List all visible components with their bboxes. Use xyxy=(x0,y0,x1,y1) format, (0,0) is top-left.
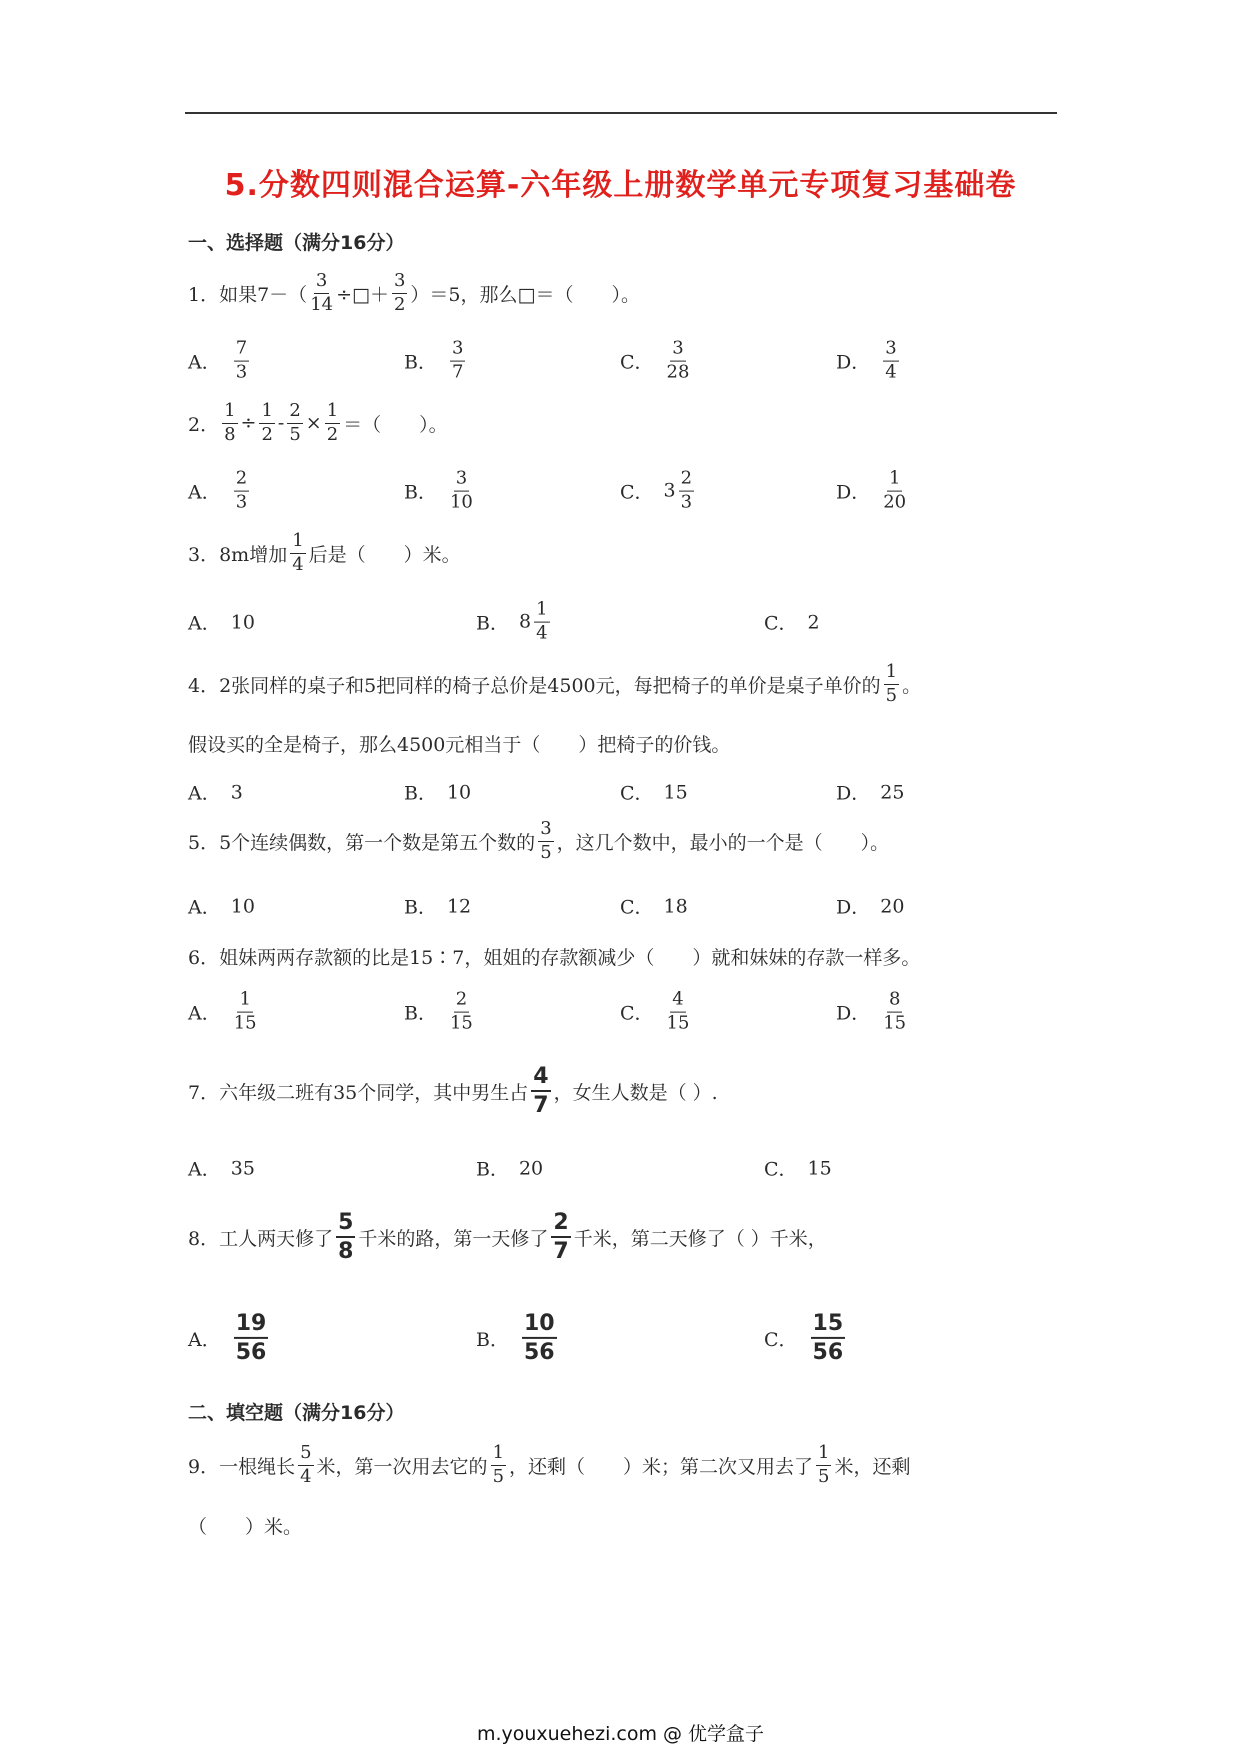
question-4-line-1 xyxy=(188,663,921,706)
numerator: 19 xyxy=(234,1312,269,1339)
q4-text-end: 。 xyxy=(902,674,922,697)
numerator: 1 xyxy=(237,991,252,1013)
option-label: B． xyxy=(404,782,437,805)
q2-text-post: ＝（ ）。 xyxy=(343,413,448,436)
denominator: 4 xyxy=(536,622,548,644)
option-mixed-number xyxy=(518,598,553,644)
denominator: 15 xyxy=(233,1012,257,1034)
option-label: D． xyxy=(836,351,871,374)
q4-option-d[interactable] xyxy=(836,779,904,806)
denominator: 56 xyxy=(235,1340,267,1365)
q8-option-c[interactable] xyxy=(764,1312,848,1364)
option-label: B． xyxy=(404,481,437,504)
denominator: 15 xyxy=(449,1012,473,1034)
question-5 xyxy=(188,820,889,863)
q8-option-a[interactable] xyxy=(188,1312,271,1364)
q1-text-mid: ÷□＋ xyxy=(336,283,389,306)
option-label: A． xyxy=(188,612,221,635)
denominator: 4 xyxy=(292,553,304,575)
denominator: 2 xyxy=(261,423,273,445)
q3-fraction xyxy=(290,532,305,575)
q6-option-d[interactable] xyxy=(836,988,909,1034)
option-label: A． xyxy=(188,481,221,504)
denominator: 56 xyxy=(812,1340,844,1365)
numerator: 5 xyxy=(298,1444,313,1466)
numerator: 1 xyxy=(887,470,902,492)
option-fraction xyxy=(679,467,694,513)
option-value: 15 xyxy=(663,781,688,803)
option-label: D． xyxy=(836,481,871,504)
question-6: 6．姐妹两两存款额的比是15∶7，姐姐的存款额减少（ ）就和妹妹的存款一样多。 xyxy=(188,947,921,969)
option-value: 35 xyxy=(230,1157,255,1179)
denominator: 7 xyxy=(553,1239,569,1265)
q9-fraction-2 xyxy=(491,1444,506,1487)
option-mixed-number xyxy=(663,467,698,513)
numerator: 2 xyxy=(287,402,302,424)
numerator: 3 xyxy=(454,470,469,492)
option-value: 3 xyxy=(230,781,243,803)
denominator: 56 xyxy=(523,1340,555,1365)
denominator: 8 xyxy=(224,423,236,445)
q1-option-d[interactable] xyxy=(836,337,902,383)
denominator: 3 xyxy=(235,361,248,383)
q8-text-mid: 千米的路，第一天修了 xyxy=(358,1227,549,1250)
q1-text-pre: 1．如果7－（ xyxy=(188,283,308,306)
numerator: 1 xyxy=(222,402,237,424)
q2-fraction-3 xyxy=(287,402,302,445)
option-fraction xyxy=(450,337,465,383)
q2-fraction-2 xyxy=(259,402,274,445)
option-label: A． xyxy=(188,782,221,805)
numerator: 15 xyxy=(811,1312,846,1339)
option-label: A． xyxy=(188,351,221,374)
numerator: 3 xyxy=(883,340,898,362)
numerator: 1 xyxy=(534,601,549,623)
q8-text-pre: 8．工人两天修了 xyxy=(188,1227,334,1250)
option-fraction xyxy=(234,1312,269,1364)
numerator: 3 xyxy=(538,820,553,842)
option-label: C． xyxy=(620,351,654,374)
q9-fraction-3 xyxy=(816,1444,831,1487)
q7-option-b[interactable] xyxy=(476,1155,543,1182)
q5-option-b[interactable] xyxy=(404,893,471,920)
q5-text-post: ，这几个数中，最小的一个是（ ）。 xyxy=(556,831,890,854)
option-label: D． xyxy=(836,896,871,919)
numerator: 1 xyxy=(290,532,305,554)
denominator: 5 xyxy=(818,1465,830,1487)
q2-option-a[interactable] xyxy=(188,467,252,513)
q5-option-a[interactable] xyxy=(188,893,255,920)
option-label: B． xyxy=(404,351,437,374)
option-label: C． xyxy=(620,481,654,504)
q6-option-b[interactable] xyxy=(404,988,476,1034)
q4-option-a[interactable] xyxy=(188,779,243,806)
denominator: 5 xyxy=(492,1465,505,1487)
numerator: 4 xyxy=(531,1065,550,1092)
q3-text-post: 后是（ ）米。 xyxy=(308,543,461,566)
option-fraction xyxy=(811,1312,846,1364)
option-label: C． xyxy=(620,896,654,919)
option-fraction xyxy=(883,467,907,513)
q1-fraction-1 xyxy=(310,272,333,315)
q4-fraction xyxy=(884,663,899,706)
option-label: B． xyxy=(476,1328,509,1351)
q1-f2-numerator: 3 xyxy=(392,272,407,294)
option-label: B． xyxy=(476,612,509,635)
denominator: 4 xyxy=(885,361,897,383)
q5-fraction xyxy=(538,820,553,863)
header-rule xyxy=(185,112,1057,114)
q7-option-c[interactable] xyxy=(764,1155,832,1182)
option-fraction xyxy=(522,1312,557,1364)
question-1 xyxy=(188,272,640,315)
q2-text-pre: 2． xyxy=(188,413,220,436)
numerator: 2 xyxy=(454,991,469,1013)
q8-text-post: 千米，第二天修了（ ）千米， xyxy=(573,1227,827,1250)
q7-option-a[interactable] xyxy=(188,1155,255,1182)
denominator: 3 xyxy=(680,491,693,513)
denominator: 2 xyxy=(326,423,339,445)
whole-part: 3 xyxy=(663,480,676,502)
question-8 xyxy=(188,1211,827,1263)
option-label: C． xyxy=(764,1158,798,1181)
option-fraction xyxy=(534,598,549,644)
q4-option-c[interactable] xyxy=(620,779,688,806)
numerator: 5 xyxy=(336,1211,355,1238)
numerator: 1 xyxy=(325,402,340,424)
numerator: 2 xyxy=(234,470,249,492)
denominator: 5 xyxy=(540,841,552,863)
option-value: 20 xyxy=(518,1157,544,1179)
q1-text-post: ）＝5，那么□＝（ ）。 xyxy=(410,283,640,306)
option-label: C． xyxy=(764,1328,798,1351)
q4-text: 4．2张同样的桌子和5把同样的椅子总价是4500元，每把椅子的单价是桌子单价的 xyxy=(188,674,881,697)
option-fraction xyxy=(234,337,249,383)
option-value: 12 xyxy=(446,895,472,917)
denominator: 4 xyxy=(300,1465,312,1487)
q8-fraction-2 xyxy=(551,1211,570,1263)
option-value: 10 xyxy=(230,895,255,917)
q1-option-b[interactable] xyxy=(404,337,468,383)
q6-option-c[interactable] xyxy=(620,988,692,1034)
q2-fraction-1 xyxy=(222,402,237,445)
option-label: B． xyxy=(476,1158,509,1181)
option-label: A． xyxy=(188,1158,221,1181)
q2-option-b[interactable] xyxy=(404,467,476,513)
numerator: 1 xyxy=(816,1444,831,1466)
option-label: B． xyxy=(404,1002,437,1025)
q9-text-pre: 9．一根绳长 xyxy=(188,1455,296,1478)
option-label: D． xyxy=(836,1002,871,1025)
q1-f1-numerator: 3 xyxy=(314,272,329,294)
q3-text-pre: 3．8m增加 xyxy=(188,543,288,566)
q9-text-post: 米，还剩 xyxy=(834,1455,911,1478)
option-fraction xyxy=(883,337,898,383)
q1-f1-denominator: 14 xyxy=(310,293,334,315)
numerator: 1 xyxy=(259,402,274,424)
option-label: B． xyxy=(404,896,437,919)
option-value: 10 xyxy=(446,781,472,803)
q7-fraction xyxy=(531,1065,550,1117)
denominator: 28 xyxy=(666,361,690,383)
denominator: 5 xyxy=(885,684,898,706)
denominator: 7 xyxy=(451,361,464,383)
whole-part: 8 xyxy=(518,611,532,633)
q8-option-b[interactable] xyxy=(476,1312,560,1364)
option-fraction xyxy=(234,467,249,513)
option-fraction xyxy=(666,988,690,1034)
q1-fraction-2 xyxy=(392,272,407,315)
denominator: 15 xyxy=(883,1012,907,1034)
question-3 xyxy=(188,532,461,575)
option-value: 15 xyxy=(807,1157,832,1179)
denominator: 15 xyxy=(666,1012,690,1034)
footer-watermark: m.youxuehezi.com @ 优学盒子 xyxy=(476,1723,765,1745)
section-heading-choice: 一、选择题（满分16分） xyxy=(188,232,405,254)
q3-option-b[interactable] xyxy=(476,598,553,644)
denominator: 8 xyxy=(338,1239,354,1265)
option-value: 25 xyxy=(880,781,905,803)
q1-f2-denominator: 2 xyxy=(393,293,406,315)
option-fraction xyxy=(883,988,907,1034)
q7-text-pre: 7．六年级二班有35个同学，其中男生占 xyxy=(188,1081,529,1104)
q5-option-d[interactable] xyxy=(836,893,904,920)
numerator: 2 xyxy=(551,1211,570,1238)
option-fraction xyxy=(233,988,257,1034)
page-title: 5.分数四则混合运算-六年级上册数学单元专项复习基础卷 xyxy=(224,168,1017,203)
option-label: D． xyxy=(836,782,871,805)
option-label: A． xyxy=(188,1002,221,1025)
option-label: C． xyxy=(764,612,798,635)
option-fraction xyxy=(666,337,690,383)
q8-fraction-1 xyxy=(336,1211,355,1263)
denominator: 7 xyxy=(533,1093,549,1119)
q2-operator-1: ÷ xyxy=(240,412,257,435)
q9-text-mid-1: 米，第一次用去它的 xyxy=(316,1455,488,1478)
option-label: A． xyxy=(188,1328,221,1351)
option-value: 10 xyxy=(230,611,255,633)
question-9-line-2: （ ）米。 xyxy=(188,1516,303,1538)
option-fraction xyxy=(449,467,473,513)
numerator: 3 xyxy=(450,340,465,362)
numerator: 7 xyxy=(234,340,249,362)
question-4-line-2: 假设买的全是椅子，那么4500元相当于（ ）把椅子的价钱。 xyxy=(188,734,731,756)
question-9-line-1 xyxy=(188,1444,911,1487)
option-value: 18 xyxy=(663,895,688,917)
q1-option-a[interactable] xyxy=(188,337,252,383)
numerator: 10 xyxy=(522,1312,557,1339)
denominator: 10 xyxy=(449,491,473,513)
option-label: C． xyxy=(620,1002,654,1025)
q2-option-d[interactable] xyxy=(836,467,909,513)
option-label: C． xyxy=(620,782,654,805)
q2-fraction-4 xyxy=(325,402,340,445)
question-2 xyxy=(188,402,448,445)
numerator: 3 xyxy=(670,340,685,362)
section-heading-fill-blank: 二、填空题（满分16分） xyxy=(188,1402,405,1424)
q4-option-b[interactable] xyxy=(404,779,471,806)
option-value: 2 xyxy=(807,611,820,633)
denominator: 5 xyxy=(289,423,301,445)
q6-option-a[interactable] xyxy=(188,988,260,1034)
denominator: 20 xyxy=(883,491,907,513)
denominator: 3 xyxy=(235,491,248,513)
numerator: 2 xyxy=(679,470,694,492)
numerator: 4 xyxy=(670,991,685,1013)
q5-option-c[interactable] xyxy=(620,893,688,920)
q2-operator-3: × xyxy=(305,412,322,435)
q7-text-post: ，女生人数是（ ）. xyxy=(553,1081,718,1104)
q5-text-pre: 5．5个连续偶数，第一个数是第五个数的 xyxy=(188,831,536,854)
option-fraction xyxy=(449,988,473,1034)
q2-option-c[interactable] xyxy=(620,467,697,513)
q1-option-c[interactable] xyxy=(620,337,692,383)
option-label: A． xyxy=(188,896,221,919)
q3-option-c[interactable] xyxy=(764,609,820,636)
q3-option-a[interactable] xyxy=(188,609,255,636)
numerator: 1 xyxy=(491,1444,506,1466)
q2-operator-2: - xyxy=(277,412,285,435)
numerator: 1 xyxy=(884,663,899,685)
q9-text-mid-2: ，还剩（ ）米；第二次又用去了 xyxy=(509,1455,814,1478)
option-value: 20 xyxy=(880,895,905,917)
numerator: 8 xyxy=(887,991,902,1013)
q9-fraction-1 xyxy=(298,1444,313,1487)
question-7 xyxy=(188,1065,718,1117)
